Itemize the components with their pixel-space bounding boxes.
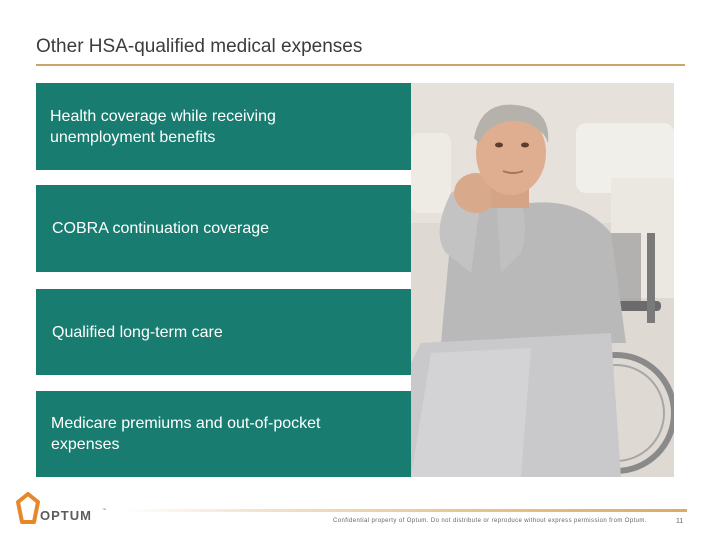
- optum-logo-text: OPTUM: [40, 508, 92, 523]
- confidentiality-notice: Confidential property of Optum. Do not distribute or reproduce without express permission from Optum.: [333, 518, 647, 524]
- slide-title: Other HSA-qualified medical expenses: [36, 36, 363, 57]
- title-divider: [36, 64, 685, 66]
- photo-senior-man-wheelchair: [411, 83, 674, 477]
- expense-label: Health coverage while receiving unemployment benefits: [50, 108, 276, 146]
- footer-accent-bar: [120, 509, 687, 512]
- page-number: 11: [676, 518, 684, 525]
- expense-box-cobra: [36, 185, 411, 272]
- expense-box-medicare: [36, 391, 411, 477]
- trademark-symbol: ™: [102, 507, 106, 512]
- expense-label: COBRA continuation coverage: [52, 220, 270, 237]
- expense-box-long-term-care: [36, 289, 411, 375]
- expense-label: Qualified long-term care: [52, 323, 223, 341]
- expense-label: Medicare premiums and out-of-pocket expenses: [51, 415, 321, 453]
- expense-box-unemployment: [36, 83, 411, 170]
